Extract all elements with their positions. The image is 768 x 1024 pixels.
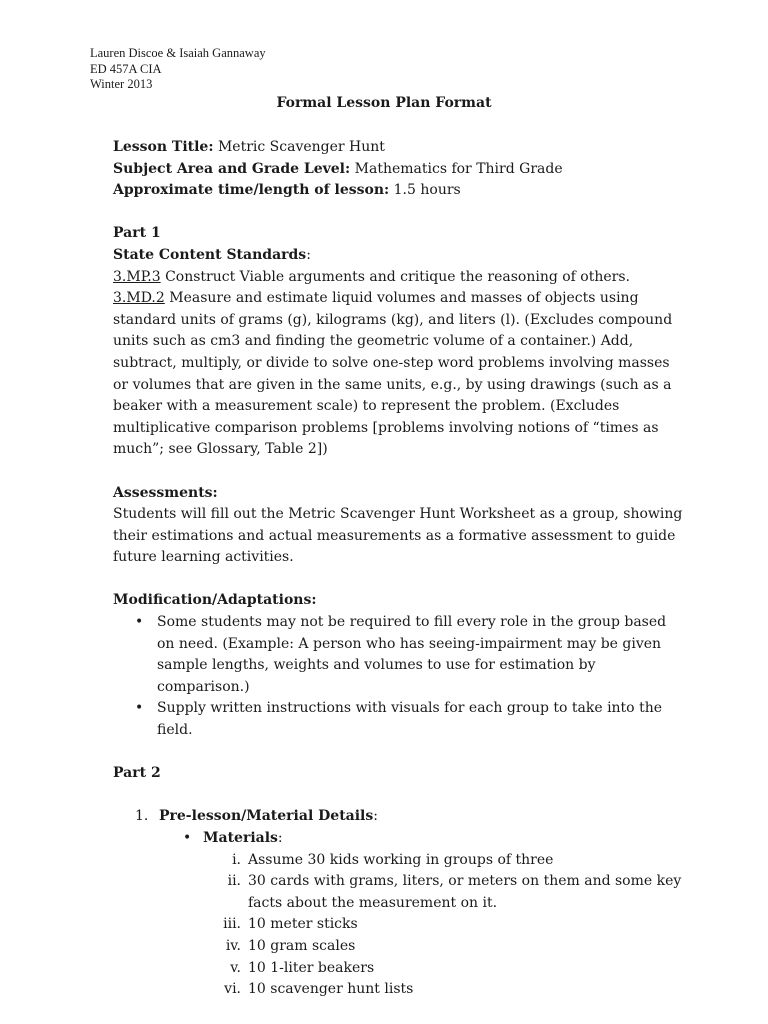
materials-list: [159, 828, 683, 850]
subject-value: Mathematics for Third Grade: [350, 160, 563, 177]
assessments-heading: Assessments:: [113, 484, 218, 501]
subject-line: [113, 159, 683, 181]
materials-items: [159, 850, 683, 1001]
document-header: [90, 46, 266, 93]
list-item: iii. 10 meter sticks: [223, 916, 358, 933]
list-item: v. 10 1-liter beakers: [230, 959, 375, 976]
list-item: vi. 10 scavenger hunt lists: [224, 981, 414, 998]
standard-md2: 3.MD.2 Measure and estimate liquid volumes and masses of objects using standard units of grams (g), kilograms (kg), and liters (l). (Excludes compound units such as cm3 and finding the geometric volume of a container.) Add, subtract, multiply, or divide to solve one-step word problems involving masses or volumes that are given in the same units, e.g., by using drawings (such as a beaker with a measurement scale) to represent the problem. (Excludes multiplicative comparison problems [problems involving notions of “times as much”; see Glossary, Table 2]): [113, 290, 673, 458]
list-number: 1.: [135, 808, 149, 825]
time-label: Approximate time/length of lesson:: [113, 182, 390, 199]
term: Winter 2013: [90, 77, 153, 91]
part2-list: [113, 806, 683, 1000]
course-code: ED 457A CIA: [90, 61, 162, 76]
list-item: • Supply written instructions with visuals for each group to take into the field.: [113, 698, 683, 741]
list-item: 1. Pre-lesson/Material Details: • Materials: i. Assume 30 kids working in groups of three ii. 30 cards with grams, liters, or meters on them and some key facts about the measurement on it. iii. 10 meter sticks iv. 10 gram scales v. 10 1-liter beakers vi. 10 scavenger hunt lists: [113, 806, 683, 1000]
assessments-text: Students will fill out the Metric Scavenger Hunt Worksheet as a group, showing their estimations and actual measurements as a formative assessment to guide future learning activities.: [113, 506, 683, 566]
list-item: • Materials:: [159, 828, 683, 850]
subject-label: Subject Area and Grade Level:: [113, 160, 351, 177]
lesson-title-value: Metric Scavenger Hunt: [213, 139, 385, 155]
standard-code-link[interactable]: 3.MP.3: [113, 268, 161, 285]
list-item: iv. 10 gram scales: [225, 937, 356, 954]
document-body: [113, 137, 683, 1001]
standard-mp3: 3.MP.3 Construct Viable arguments and critique the reasoning of others.: [113, 268, 630, 285]
standard-code-link[interactable]: 3.MD.2: [113, 290, 165, 307]
document-title: Formal Lesson Plan Format: [276, 95, 492, 111]
list-item: ii. 30 cards with grams, liters, or meters on them and some key facts about the measurement on it.: [227, 873, 682, 911]
part1-heading: Part 1: [113, 225, 161, 242]
part2-heading: Part 2: [113, 765, 161, 782]
modifications-heading: Modification/Adaptations:: [113, 592, 317, 609]
time-value: 1.5 hours: [389, 182, 461, 199]
list-item: • Some students may not be required to fill every role in the group based on need. (Example: A person who has seeing-impairment may be given sample lengths, weights and volumes to use for estimation by comparison.): [113, 612, 683, 698]
modifications-list: [113, 612, 683, 742]
list-item: i. Assume 30 kids working in groups of three: [232, 851, 554, 868]
lesson-title-label: Lesson Title:: [113, 139, 214, 155]
standards-heading: State Content Standards:: [113, 246, 311, 263]
lesson-title-line: [113, 137, 683, 159]
time-line: [113, 180, 683, 202]
authors: Lauren Discoe & Isaiah Gannaway: [90, 46, 266, 60]
